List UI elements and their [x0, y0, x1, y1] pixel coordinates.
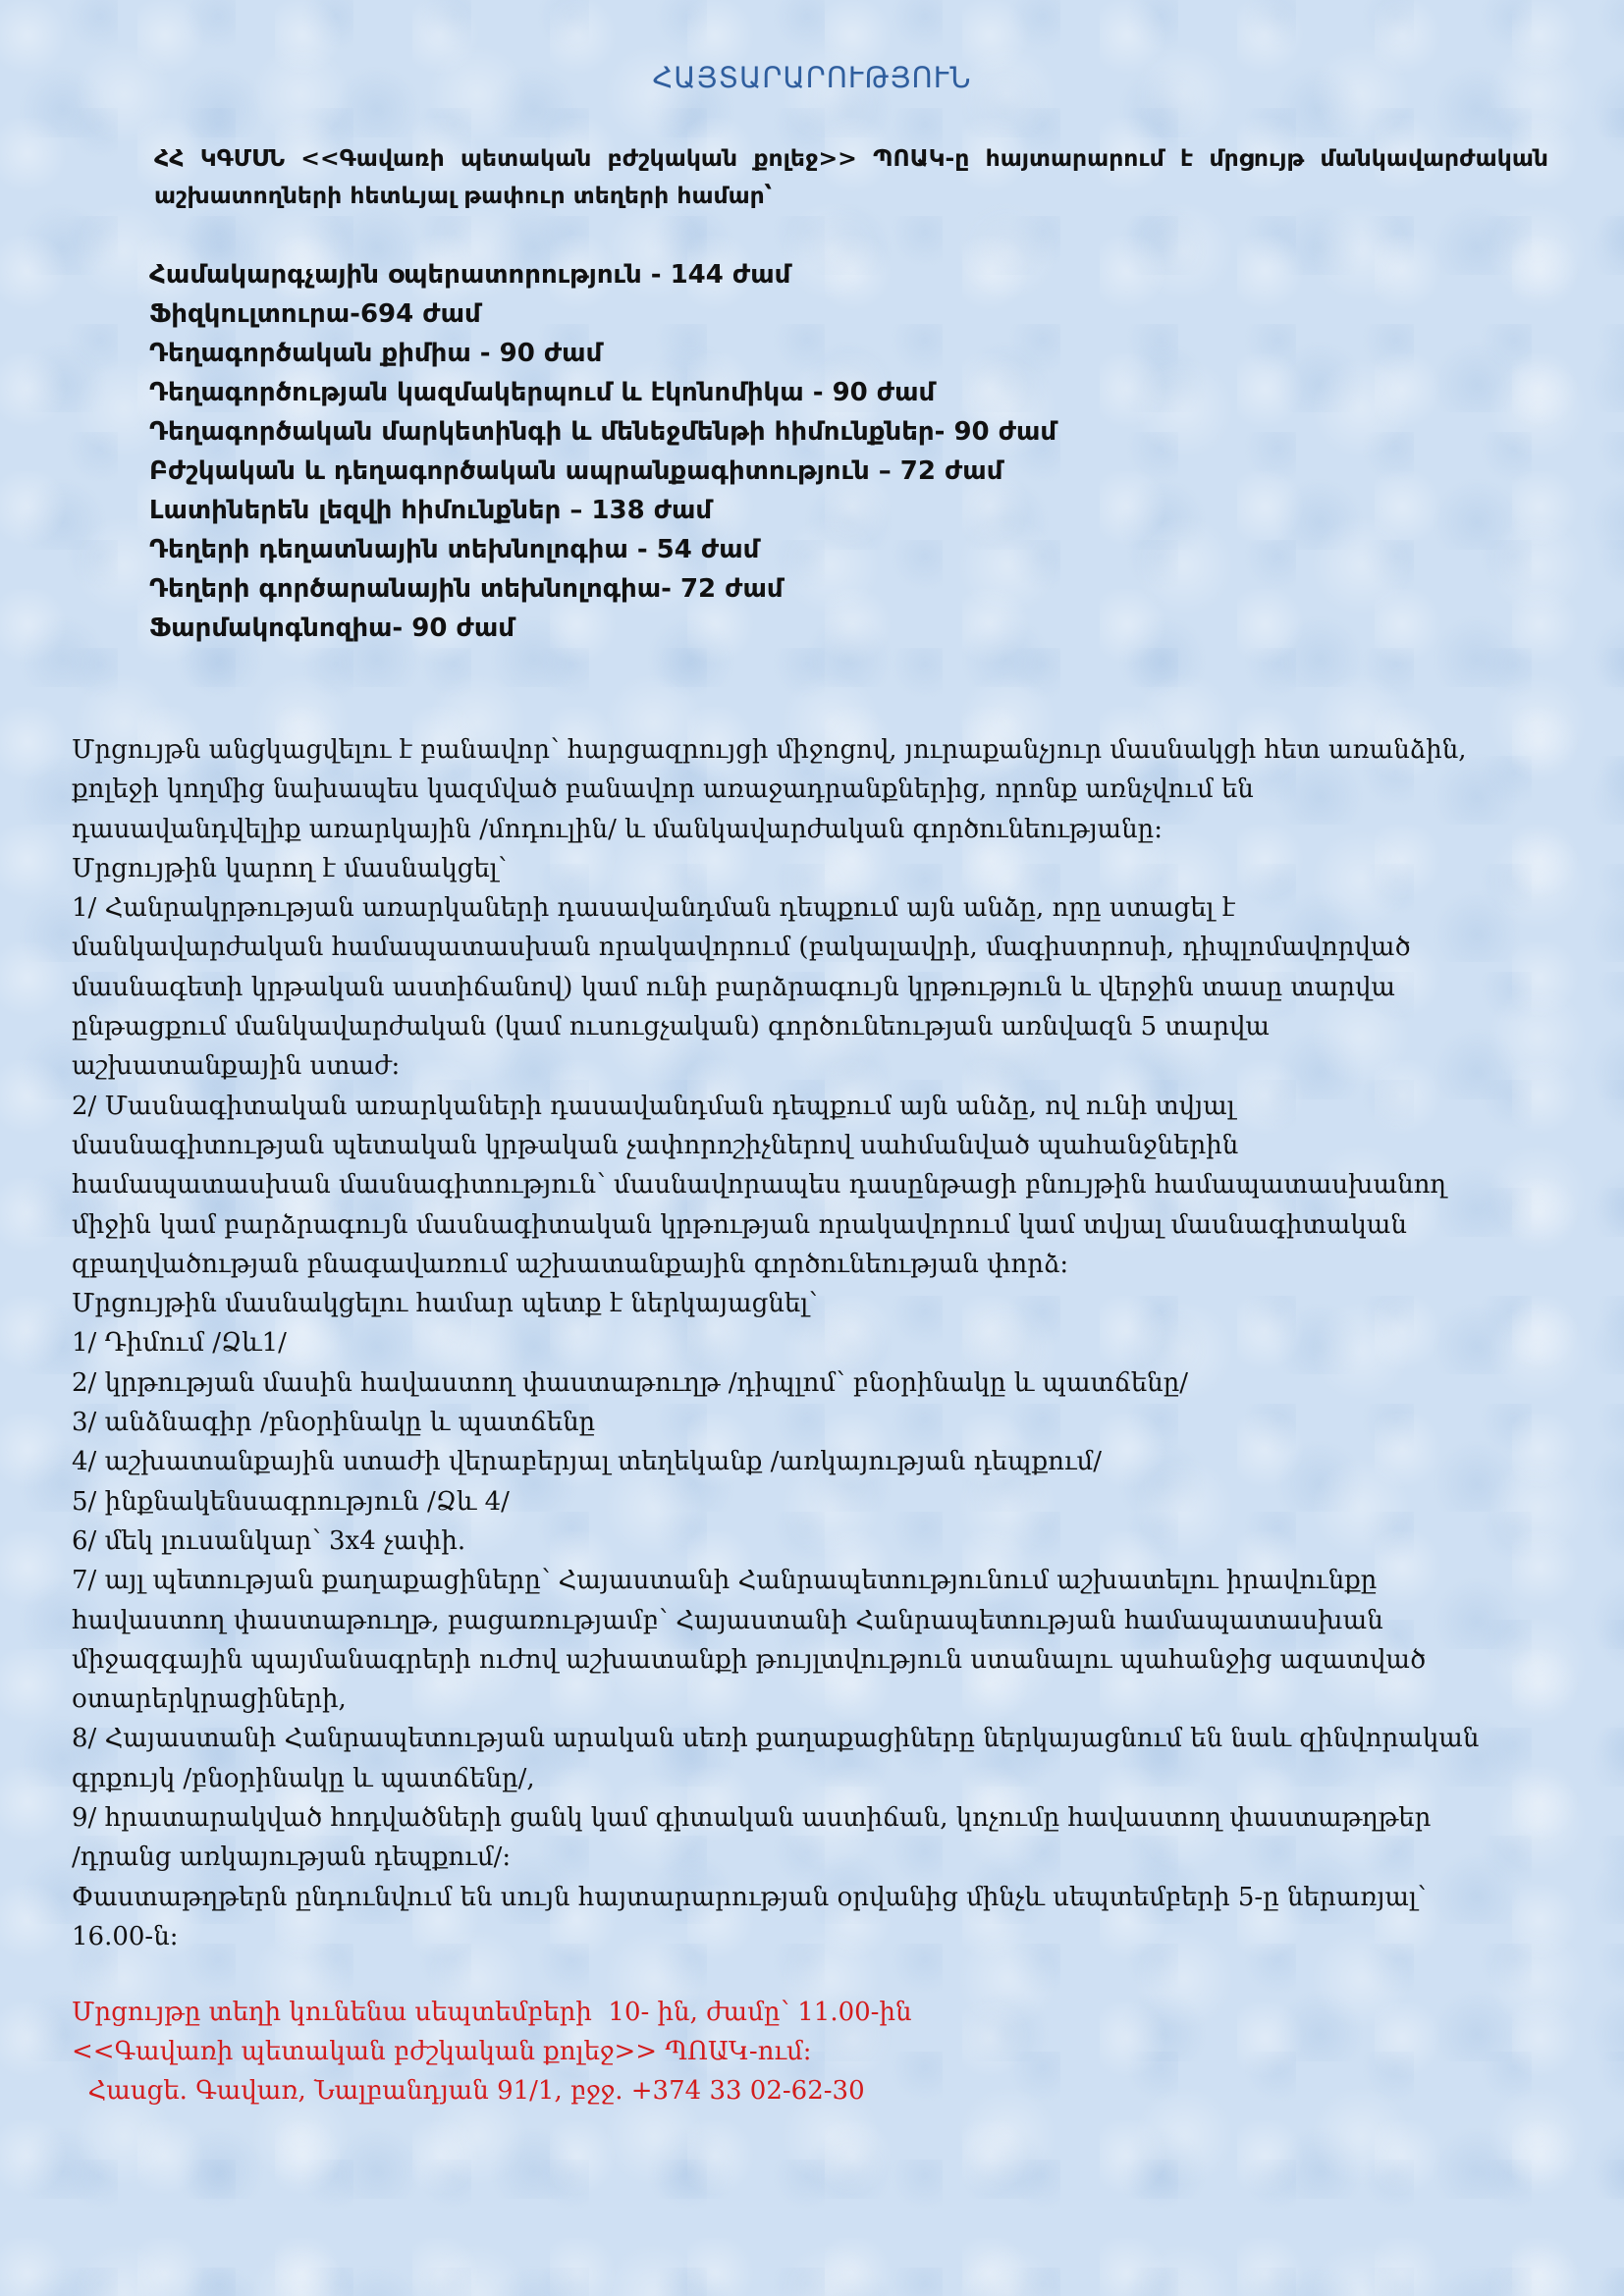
vacancy-item: Դեղագործական քիմիա - 90 ժամ: [149, 339, 603, 368]
body-line: 4/ աշխատանքային ստաժի վերաբերյալ տեղեկանք /առկայության դեպքում/: [72, 1447, 1103, 1477]
body-line: համապատասխան մասնագիտություն՝ մասնավորապես դասընթացի բնույթին համապատասխանող: [72, 1170, 1447, 1201]
body-line: 6/ մեկ լուսանկար՝ 3x4 չափի.: [72, 1525, 466, 1556]
intro-paragraph: ՀՀ ԿԳՄՍՆ <<Գավառի պետական բժշկական քոլեջ>> ՊՈԱԿ-ը հայտարարում է մրցույթ մանկավարժական աշխատողների հետևյալ թափուր տեղերի համար՝: [154, 144, 1548, 209]
body-line: միջին կամ բարձրագույն մասնագիտական կրթության որակավորում կամ տվյալ մասնագիտական: [72, 1209, 1407, 1240]
body-line: օտարերկրացիների,: [72, 1684, 347, 1715]
body-line: 1/ Հանրակրթության առարկաների դասավանդման դեպքում այն անձը, որը ստացել է: [72, 893, 1235, 924]
body-line: 7/ այլ պետության քաղաքացիները՝ Հայաստանի Հանրապետությունում աշխատելու իրավունքը: [72, 1566, 1378, 1596]
contact-line: Մրցույթը տեղի կունենա սեպտեմբերի 10- ին, ժամը՝ 11.00-ին: [72, 1998, 912, 2027]
vacancy-item: Ֆարմակոգնոզիա- 90 ժամ: [149, 614, 514, 643]
vacancy-item: Լատիներեն լեզվի հիմունքներ – 138 ժամ: [149, 496, 713, 525]
body-line: 16.00-ն:: [72, 1921, 179, 1951]
body-line: 9/ հրատարակված հոդվածների ցանկ կամ գիտական աստիճան, կոչումը հավաստող փաստաթղթեր: [72, 1803, 1432, 1834]
body-line: մասնագետի կրթական աստիճանով) կամ ունի բարձրագույն կրթություն և վերջին տասը տարվա: [72, 972, 1396, 1002]
vacancy-item: Դեղերի գործարանային տեխնոլոգիա- 72 ժամ: [149, 574, 784, 604]
contact-line: <<Գավառի պետական բժշկական քոլեջ>> ՊՈԱԿ-ում:: [72, 2037, 812, 2066]
body-line: դասավանդվելիք առարկային /մոդուլին/ և մանկավարժական գործունեությանը:: [72, 814, 1163, 844]
body-line: քոլեջի կողմից նախապես կազմված բանավոր առաջադրանքներից, որոնք առնչվում են: [72, 774, 1254, 805]
body-line: ընթացքում մանկավարժական (կամ ուսուցչական) գործունեության առնվազն 5 տարվա: [72, 1012, 1271, 1042]
body-line: գրքույկ /բնօրինակը և պատճենը/,: [72, 1763, 535, 1793]
vacancy-item: Համակարգչային օպերատորություն - 144 ժամ: [149, 260, 791, 290]
body-line: զբաղվածության բնագավառում աշխատանքային գործունեության փորձ:: [72, 1249, 1069, 1279]
body-line: Մրցույթին մասնակցելու համար պետք է ներկայացնել՝: [72, 1289, 818, 1319]
body-line: մանկավարժական համապատասխան որակավորում (բակալավրի, մագիստրոսի, դիպլոմավորված: [72, 933, 1411, 963]
body-line: Փաստաթղթերն ընդունվում են սույն հայտարարության օրվանից մինչև սեպտեմբերի 5-ը ներառյալ՝: [72, 1882, 1427, 1912]
vacancy-item: Ֆիզկուլտուրա-694 ժամ: [149, 299, 481, 329]
body-line: աշխատանքային ստաժ:: [72, 1051, 401, 1082]
vacancy-item: Դեղերի դեղատնային տեխնոլոգիա - 54 ժամ: [149, 535, 760, 564]
contact-info: [72, 1993, 1564, 2110]
body-line: 8/ Հայաստանի Հանրապետության արական սեռի քաղաքացիները ներկայացնում են նաև զինվորական: [72, 1724, 1480, 1754]
vacancy-item: Դեղագործության կազմակերպում և էկոնոմիկա - 90 ժամ: [149, 378, 936, 407]
page-title: ՀԱՅՏԱՐԱՐՈՒԹՅՈՒՆ: [652, 61, 972, 94]
body-line: Մրցույթին կարող է մասնակցել՝: [72, 853, 508, 883]
vacancy-item: Բժշկական և դեղագործական ապրանքագիտություն – 72 ժամ: [149, 456, 1003, 486]
body-line: 2/ Մասնագիտական առարկաների դասավանդման դեպքում այն անձը, ով ունի տվյալ: [72, 1091, 1235, 1121]
body-line: Մրցույթն անցկացվելու է բանավոր՝ հարցազրույցի միջոցով, յուրաքանչյուր մասնակցի հետ առանձին,: [72, 735, 1467, 765]
body-line: հավաստող փաստաթուղթ, բացառությամբ՝ Հայաստանի Հանրապետության համապատասխան: [72, 1605, 1383, 1635]
body-line: մասնագիտության պետական կրթական չափորոշիչներով սահմանված պահանջներին: [72, 1130, 1239, 1160]
body-line: միջազգային պայմանագրերի ուժով աշխատանքի թույլտվություն ստանալու պահանջից ազատված: [72, 1644, 1427, 1675]
body-line: 2/ կրթության մասին հավաստող փաստաթուղթ /դիպլոմ՝ բնօրինակը և պատճենը/: [72, 1367, 1188, 1398]
body-line: 1/ Դիմում /Ձև1/: [72, 1328, 287, 1359]
requirements-text: [72, 730, 1564, 1956]
vacancy-item: Դեղագործական մարկետինգի և մենեջմենթի հիմունքներ- 90 ժամ: [149, 417, 1057, 447]
body-line: 5/ ինքնակենսագրություն /Ձև 4/: [72, 1486, 510, 1517]
contact-line: Հասցե. Գավառ, Նալբանդյան 91/1, բջջ. +374 33 02-62-30: [72, 2076, 865, 2106]
body-line: /դրանց առկայության դեպքում/:: [72, 1842, 512, 1873]
vacancy-list: [149, 255, 1327, 648]
body-line: 3/ անձնագիր /բնօրինակը և պատճենը: [72, 1408, 596, 1438]
